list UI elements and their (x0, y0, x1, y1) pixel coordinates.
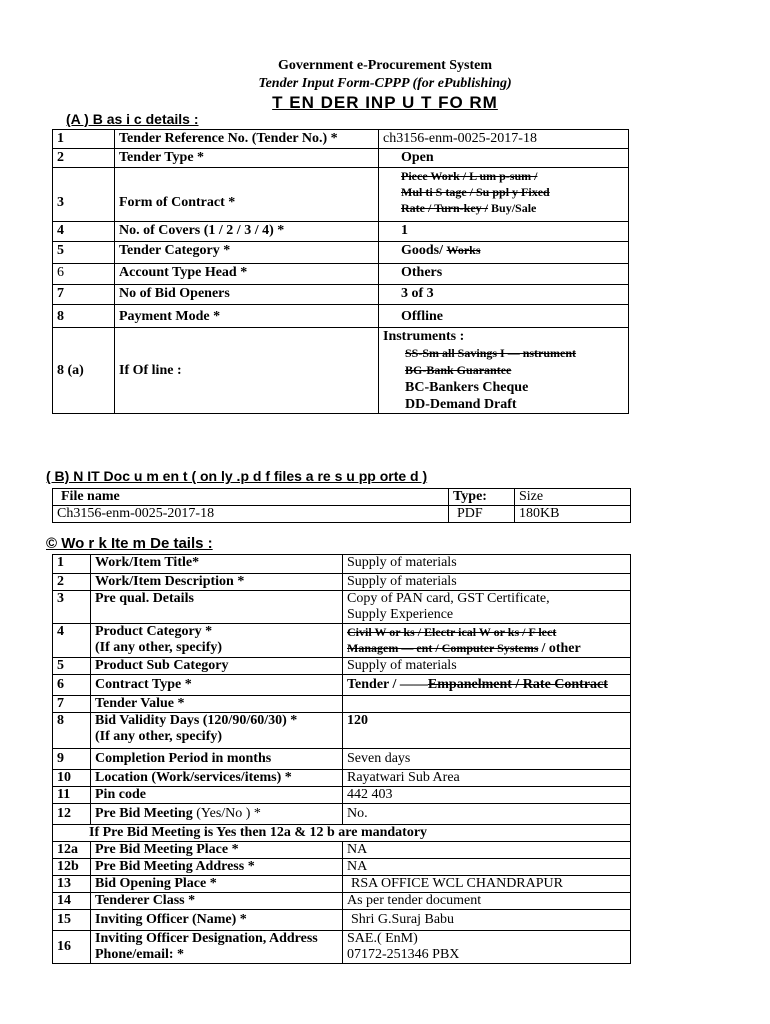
row-number: 15 (53, 910, 91, 931)
field-value (343, 675, 631, 696)
column-header: File name (53, 489, 449, 506)
row-number: 6 (53, 264, 115, 285)
field-label: Tenderer Class * (91, 893, 343, 910)
row-number: 8 (53, 713, 91, 749)
row-number: 4 (53, 624, 91, 658)
table-row (53, 859, 631, 876)
row-number: 12a (53, 842, 91, 859)
field-label: Completion Period in months (91, 749, 343, 770)
option-text: SS-Sm all Savings I — nstrument (405, 346, 577, 360)
row-number: 8 (53, 305, 115, 328)
table-row (53, 149, 629, 168)
label-line: (If any other, specify) (95, 640, 223, 655)
row-number: 2 (53, 574, 91, 591)
field-label: No of Bid Openers (115, 285, 379, 305)
field-label: Tender Type * (115, 149, 379, 168)
option-text: Rate / Turn-key / (401, 201, 489, 215)
field-label (91, 624, 343, 658)
field-value (343, 591, 631, 624)
table-row (53, 825, 631, 842)
table-row (53, 242, 629, 264)
column-header: Size (515, 489, 631, 506)
table-row (53, 328, 629, 414)
field-value: Seven days (343, 749, 631, 770)
field-label: Work/Item Description * (91, 574, 343, 591)
row-number: 6 (53, 675, 91, 696)
field-value: 3 of 3 (379, 285, 629, 305)
field-value: Rayatwari Sub Area (343, 770, 631, 787)
file-type: PDF (449, 506, 515, 523)
table-row (53, 506, 631, 523)
row-number: 10 (53, 770, 91, 787)
field-label: Tender Category * (115, 242, 379, 264)
selected-option: BC-Bankers Cheque (405, 380, 529, 395)
field-value: NA (343, 842, 631, 859)
row-number: 16 (53, 931, 91, 964)
field-value: 442 403 (343, 787, 631, 804)
row-number: 14 (53, 893, 91, 910)
row-number: 3 (53, 168, 115, 222)
table-row (53, 696, 631, 713)
table-row (53, 130, 629, 149)
value-line: SAE.( EnM) (347, 931, 418, 946)
file-size: 180KB (515, 506, 631, 523)
field-value (343, 931, 631, 964)
selected-option: DD-Demand Draft (405, 397, 517, 412)
field-label: Bid Opening Place * (91, 876, 343, 893)
row-number: 8 (a) (53, 328, 115, 414)
row-number: 2 (53, 149, 115, 168)
field-label: Work/Item Title* (91, 555, 343, 574)
option-text: Civil W or ks / Electr ical W or ks / F lect (347, 625, 557, 639)
form-subtitle: Tender Input Form-CPPP (for ePublishing) (258, 76, 512, 91)
option-text: Managem — ent / Computer Systems (347, 641, 539, 655)
row-number: 1 (53, 130, 115, 149)
field-value (379, 242, 629, 264)
label-text: Pre Bid Meeting (95, 806, 193, 821)
field-value (343, 696, 631, 713)
label-line: Inviting Officer Designation, Address (95, 931, 318, 946)
table-row (53, 713, 631, 749)
row-number: 9 (53, 749, 91, 770)
field-label: Pin code (91, 787, 343, 804)
row-number: 1 (53, 555, 91, 574)
table-row (53, 842, 631, 859)
table-row (53, 931, 631, 964)
field-value: Others (379, 264, 629, 285)
mandatory-note: If Pre Bid Meeting is Yes then 12a & 12 b are mandatory (53, 825, 631, 842)
selected-option: / other (541, 641, 581, 656)
option-text: Piece Work / L um p-sum / (401, 169, 538, 183)
field-label: Payment Mode * (115, 305, 379, 328)
table-row (53, 787, 631, 804)
value-line: 07172-251346 PBX (347, 947, 460, 962)
field-label: Tender Value * (91, 696, 343, 713)
label-line: Bid Validity Days (120/90/60/30) * (95, 713, 298, 728)
system-title: Government e-Procurement System (277, 58, 493, 73)
selected-option: Goods/ (401, 243, 444, 258)
field-value: ch3156-enm-0025-2017-18 (379, 130, 629, 149)
section-a-title: (A ) B as i c details : (66, 111, 199, 127)
field-label: Tender Reference No. (Tender No.) * (115, 130, 379, 149)
work-item-details-table (52, 554, 631, 964)
selected-option: Buy/Sale (491, 201, 537, 215)
row-number: 12b (53, 859, 91, 876)
nit-document-table (52, 488, 631, 523)
table-row (53, 910, 631, 931)
field-label: Contract Type * (91, 675, 343, 696)
value-line: Supply Experience (347, 607, 454, 622)
field-value (343, 624, 631, 658)
table-row (53, 285, 629, 305)
row-number: 3 (53, 591, 91, 624)
field-label (91, 804, 343, 825)
label-line: Phone/email: * (95, 947, 185, 962)
table-row (53, 305, 629, 328)
table-row (53, 591, 631, 624)
table-row (53, 893, 631, 910)
field-label (91, 713, 343, 749)
row-number: 7 (53, 696, 91, 713)
option-text: BG-Bank Guarantee (405, 363, 512, 377)
field-value: No. (343, 804, 631, 825)
row-number: 12 (53, 804, 91, 825)
value-line: Copy of PAN card, GST Certificate, (347, 591, 550, 606)
option-text: Empanelment / Rate Contract (427, 677, 608, 692)
field-label: Form of Contract * (115, 168, 379, 222)
label-hint: (Yes/No ) * (196, 806, 261, 821)
row-number: 7 (53, 285, 115, 305)
table-row (53, 574, 631, 591)
row-number: 5 (53, 658, 91, 675)
field-label: Pre qual. Details (91, 591, 343, 624)
field-label: If Of line : (115, 328, 379, 414)
field-label: Pre Bid Meeting Address * (91, 859, 343, 876)
row-number: 11 (53, 787, 91, 804)
section-b-title: ( B) N IT Doc u m en t ( on ly .p d f files a re s u pp orte d ) (46, 468, 428, 484)
table-row (53, 168, 629, 222)
field-value: NA (343, 859, 631, 876)
field-value: As per tender document (343, 893, 631, 910)
field-value: Offline (379, 305, 629, 328)
form-title: T EN DER INP U T FO RM (272, 93, 498, 112)
table-row (53, 876, 631, 893)
table-row (53, 675, 631, 696)
field-label (91, 931, 343, 964)
row-number: 4 (53, 222, 115, 242)
file-name: Ch3156-enm-0025-2017-18 (53, 506, 449, 523)
table-row (53, 770, 631, 787)
field-value: Supply of materials (343, 658, 631, 675)
table-header-row (53, 489, 631, 506)
field-value: Supply of materials (343, 555, 631, 574)
field-label: Location (Work/services/items) * (91, 770, 343, 787)
field-label: Inviting Officer (Name) * (91, 910, 343, 931)
field-value: 1 (379, 222, 629, 242)
table-row (53, 555, 631, 574)
field-label: No. of Covers (1 / 2 / 3 / 4) * (115, 222, 379, 242)
table-row (53, 264, 629, 285)
field-value: 120 (343, 713, 631, 749)
column-header: Type: (449, 489, 515, 506)
field-label: Pre Bid Meeting Place * (91, 842, 343, 859)
field-label: Product Sub Category (91, 658, 343, 675)
section-c-title: © Wo r k Ite m De tails : (46, 535, 213, 552)
option-text: Mul ti S tage / Su ppl y Fixed (401, 185, 550, 199)
label-line: (If any other, specify) (95, 729, 223, 744)
option-text: Works (446, 243, 481, 257)
field-value (379, 328, 629, 414)
row-number: 13 (53, 876, 91, 893)
table-row (53, 222, 629, 242)
table-row (53, 804, 631, 825)
field-value: Shri G.Suraj Babu (343, 910, 631, 931)
instruments-label: Instruments : (383, 329, 465, 344)
table-row (53, 624, 631, 658)
selected-option: Tender / —— (347, 677, 428, 692)
label-line: Product Category * (95, 624, 213, 639)
table-row (53, 658, 631, 675)
field-value (379, 168, 629, 222)
table-row (53, 749, 631, 770)
field-value: Supply of materials (343, 574, 631, 591)
basic-details-table (52, 129, 629, 414)
field-value: RSA OFFICE WCL CHANDRAPUR (343, 876, 631, 893)
field-label: Account Type Head * (115, 264, 379, 285)
row-number: 5 (53, 242, 115, 264)
field-value: Open (379, 149, 629, 168)
